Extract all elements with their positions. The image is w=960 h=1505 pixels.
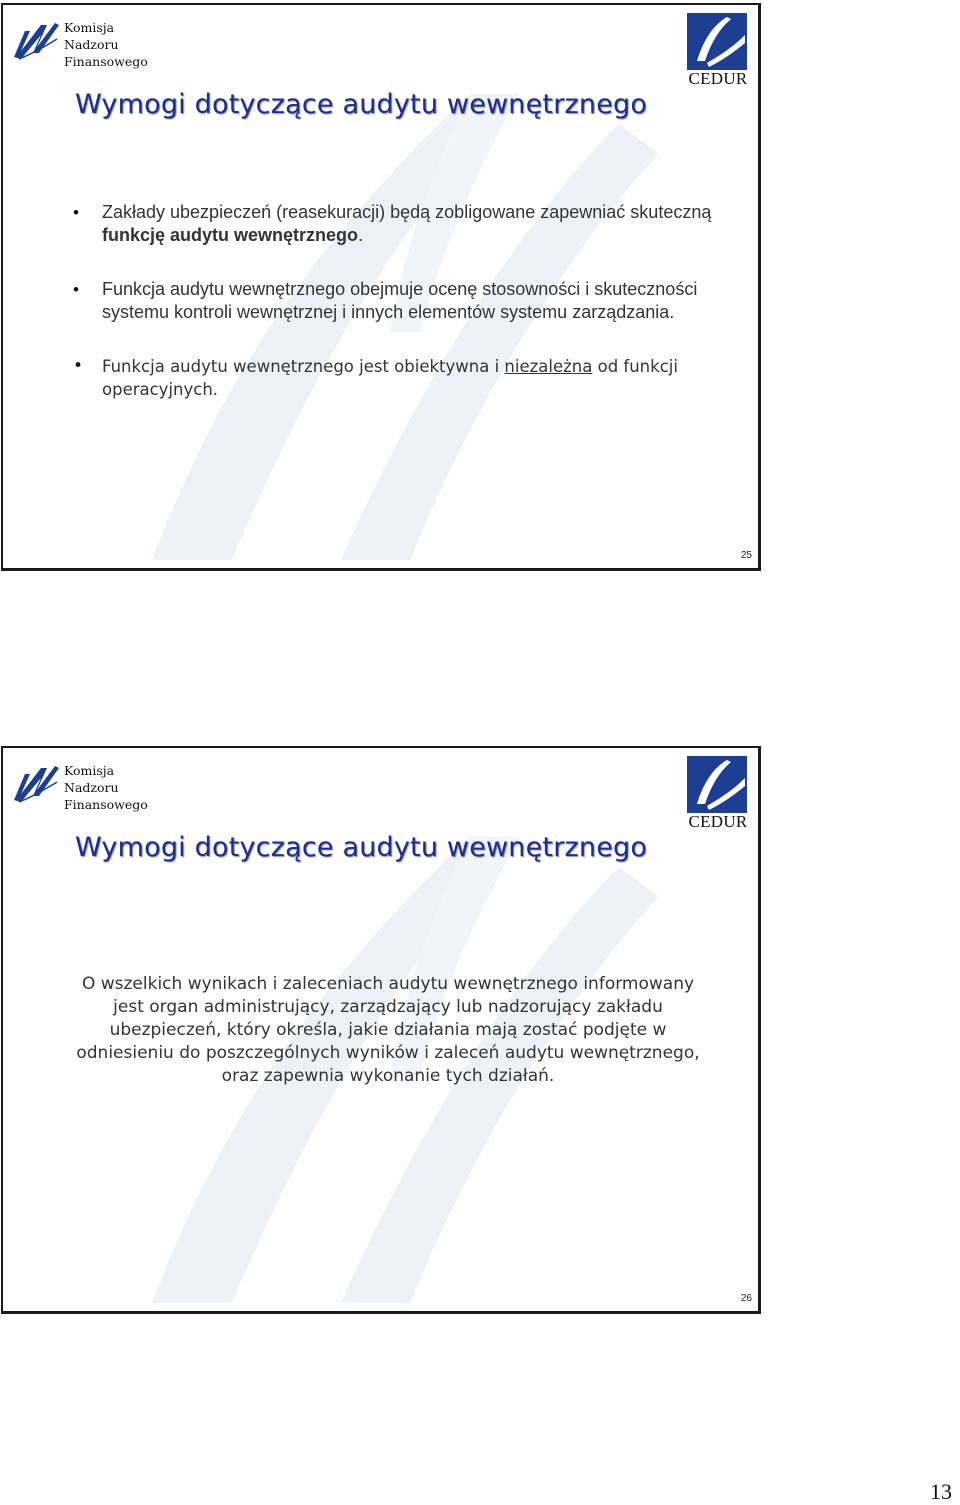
knf-logo-text (64, 19, 148, 70)
bullet-underlined-text: niezależna (504, 357, 593, 376)
list-item (71, 278, 731, 324)
knf-logo-line2: Nadzoru (64, 780, 119, 795)
knf-logo-line1: Komisja (64, 20, 115, 35)
bullet-text: Zakłady ubezpieczeń (reasekuracji) będą zobligowane zapewniać skuteczną (102, 202, 712, 222)
slide-25 (1, 3, 761, 571)
slide-title: Wymogi dotyczące audytu wewnętrznego (75, 832, 648, 863)
slide-title: Wymogi dotyczące audytu wewnętrznego (75, 89, 648, 120)
knf-logo-line3: Finansowego (64, 797, 148, 812)
slide-number: 26 (740, 1293, 752, 1304)
bullet-bold-text: funkcję audytu wewnętrznego (102, 225, 359, 245)
cedur-logo-label: CEDUR (688, 69, 748, 88)
list-item (71, 201, 731, 247)
bullet-text: Funkcja audytu wewnętrznego obejmuje ocenę stosowności i skuteczności systemu kontroli wewnętrznej i innych elementów systemu zarządzania. (102, 279, 698, 322)
bullet-text-end: . (358, 225, 364, 245)
list-item (71, 355, 731, 401)
bullet-list (71, 201, 731, 401)
slide-26 (1, 746, 761, 1314)
slide-paragraph: O wszelkich wynikach i zaleceniach audytu wewnętrznego informowany jest organ administrujący, zarządzający lub nadzorujący zakładu ubezpieczeń, który określa, jakie działania mają zostać podjęte w odniesieniu do poszczególnych wyników i zaleceń audytu wewnętrznego, oraz zapewnia wykonanie tych działań. (76, 974, 700, 1086)
knf-logo-icon (11, 19, 61, 63)
knf-logo-icon (11, 762, 61, 806)
knf-logo-text (64, 762, 148, 813)
knf-logo-line3: Finansowego (64, 54, 148, 69)
page-number: 13 (930, 1479, 952, 1504)
cedur-logo-label: CEDUR (688, 812, 748, 831)
bullet-text: Funkcja audytu wewnętrznego jest obiektywna i (102, 357, 505, 376)
knf-logo-line1: Komisja (64, 763, 115, 778)
cedur-logo-icon (687, 13, 747, 70)
bullet-text-end: od funkcji operacyjnych. (102, 357, 678, 399)
knf-logo-line2: Nadzoru (64, 37, 119, 52)
cedur-logo-icon (687, 756, 747, 813)
slide-number: 25 (740, 550, 752, 561)
